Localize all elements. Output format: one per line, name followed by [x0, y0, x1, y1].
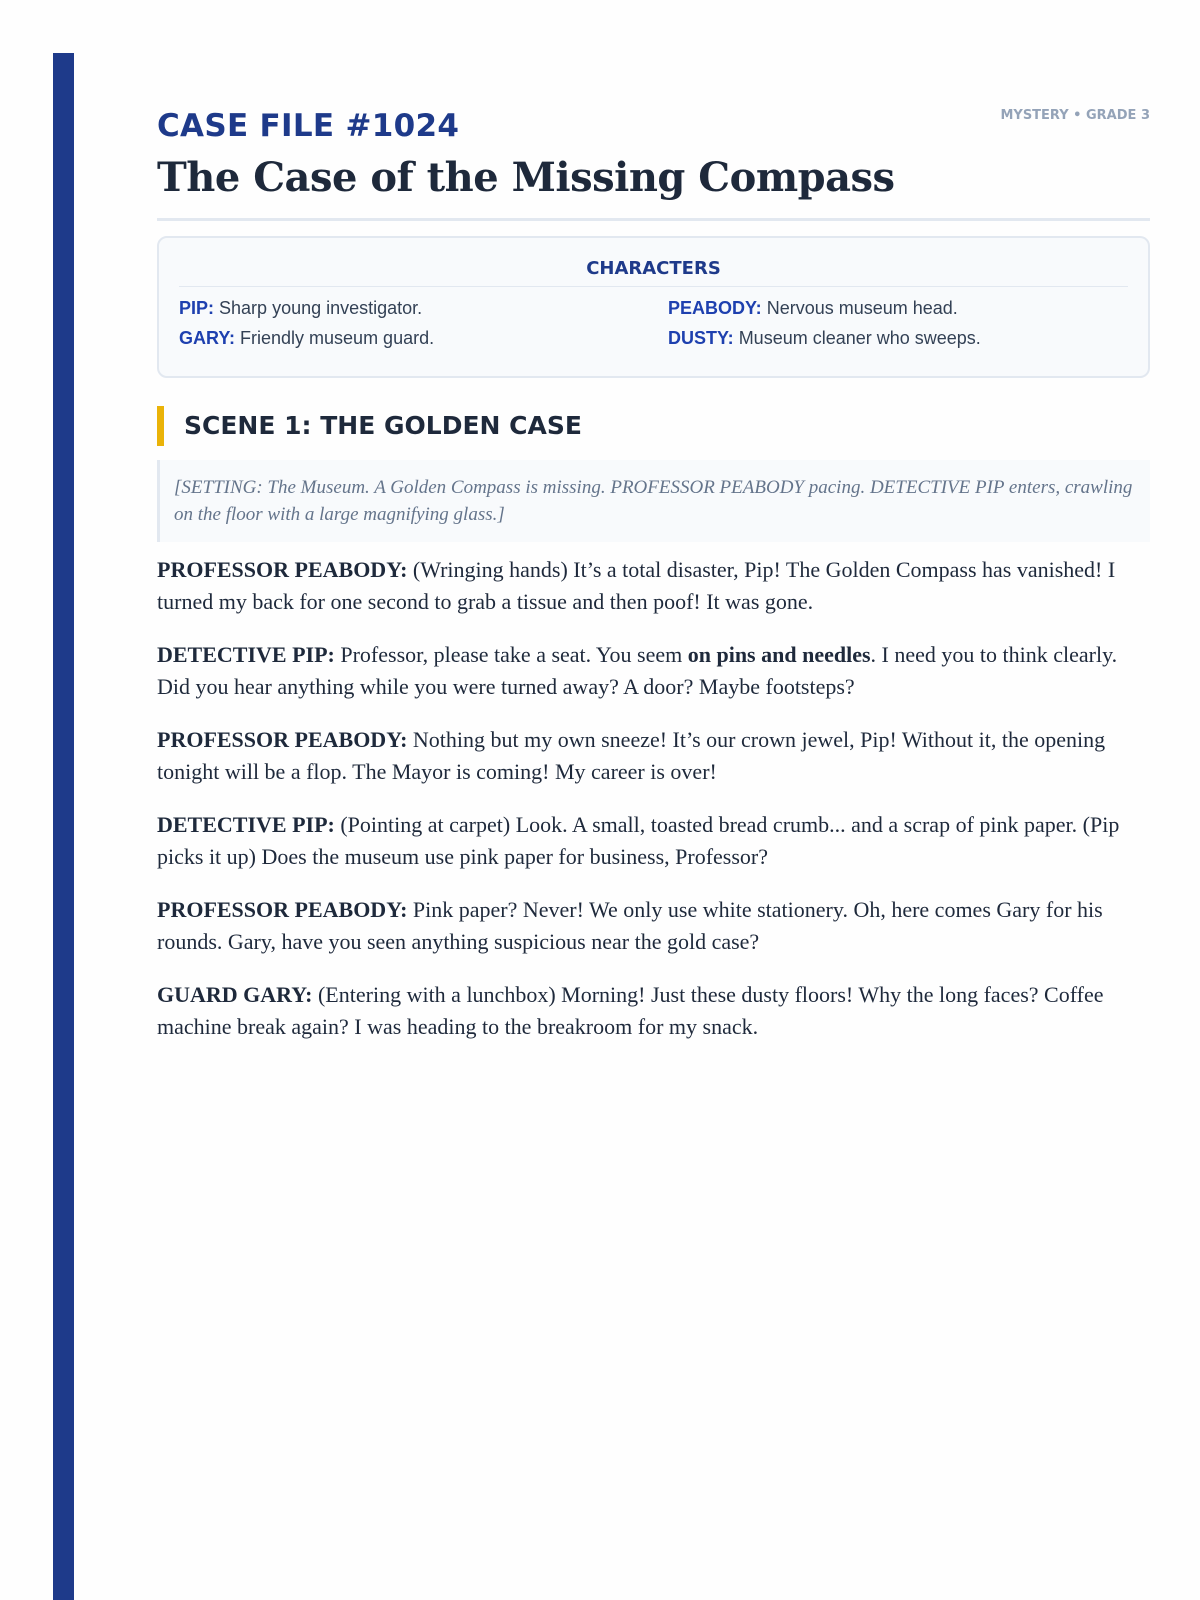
character-dusty [668, 328, 1128, 349]
character-name: PIP: [179, 298, 215, 318]
character-description: Friendly museum guard. [240, 328, 435, 348]
dialogue-line [157, 724, 1150, 788]
line-emphasis: on pins and needles [687, 642, 871, 667]
characters-list [179, 298, 1128, 349]
character-description: Museum cleaner who sweeps. [738, 328, 981, 348]
speaker-name: PROFESSOR PEABODY: [157, 897, 408, 922]
line-text: Professor, please take a seat. You seem [340, 642, 683, 667]
stage-direction-setting: [SETTING: The Museum. A Golden Compass is missing. PROFESSOR PEABODY pacing. DETECTIVE PIP enters, crawling on the floor with a large magnifying glass.] [157, 460, 1150, 542]
line-text: Nothing but my own sneeze! It’s our crown jewel, Pip! Without it, the opening tonight will be a flop. The Mayor is coming! My career is over! [157, 727, 1106, 784]
dialogue-line [157, 894, 1150, 958]
speaker-name: GUARD GARY: [157, 982, 313, 1007]
scene-heading: SCENE 1: THE GOLDEN CASE [157, 406, 1150, 446]
header [157, 104, 1150, 221]
line-text: (Pointing at carpet) Look. A small, toasted bread crumb... and a scrap of pink paper. (Pip picks it up) Does the museum use pink paper for business, Professor? [157, 812, 1120, 869]
characters-box [157, 236, 1150, 378]
character-name: GARY: [179, 328, 235, 348]
character-name: PEABODY: [668, 298, 762, 318]
dialogue [157, 554, 1150, 1043]
speaker-name: DETECTIVE PIP: [157, 642, 335, 667]
character-name: DUSTY: [668, 328, 734, 348]
dialogue-line [157, 554, 1150, 618]
character-description: Sharp young investigator. [219, 298, 423, 318]
case-file-page [157, 104, 1150, 1064]
character-pip [179, 298, 668, 319]
dialogue-line [157, 979, 1150, 1043]
character-description: Nervous museum head. [766, 298, 958, 318]
dialogue-line [157, 809, 1150, 873]
genre-grade-tag: MYSTERY • GRADE 3 [1000, 108, 1150, 123]
line-text: (Entering with a lunchbox) Morning! Just these dusty floors! Why the long faces? Coffee machine break again? I was heading to the breakroom for my snack. [157, 982, 1104, 1039]
character-peabody [668, 298, 1128, 319]
characters-heading: CHARACTERS [179, 258, 1128, 287]
speaker-name: DETECTIVE PIP: [157, 812, 335, 837]
dialogue-line [157, 639, 1150, 703]
line-text: Pink paper? Never! We only use white stationery. Oh, here comes Gary for his rounds. Gary, have you seen anything suspicious near the gold case? [157, 897, 1103, 954]
speaker-name: PROFESSOR PEABODY: [157, 557, 408, 582]
case-number: CASE FILE #1024 [157, 108, 460, 144]
speaker-name: PROFESSOR PEABODY: [157, 727, 408, 752]
page-title: The Case of the Missing Compass [157, 154, 895, 201]
line-text: . I need you to think clearly. Did you hear anything while you were turned away? A door? Maybe footsteps? [157, 642, 1118, 699]
line-text: (Wringing hands) It’s a total disaster, Pip! The Golden Compass has vanished! I turned my back for one second to grab a tissue and then poof! It was gone. [157, 557, 1116, 614]
character-gary [179, 328, 668, 349]
left-accent-bar [53, 53, 74, 1600]
